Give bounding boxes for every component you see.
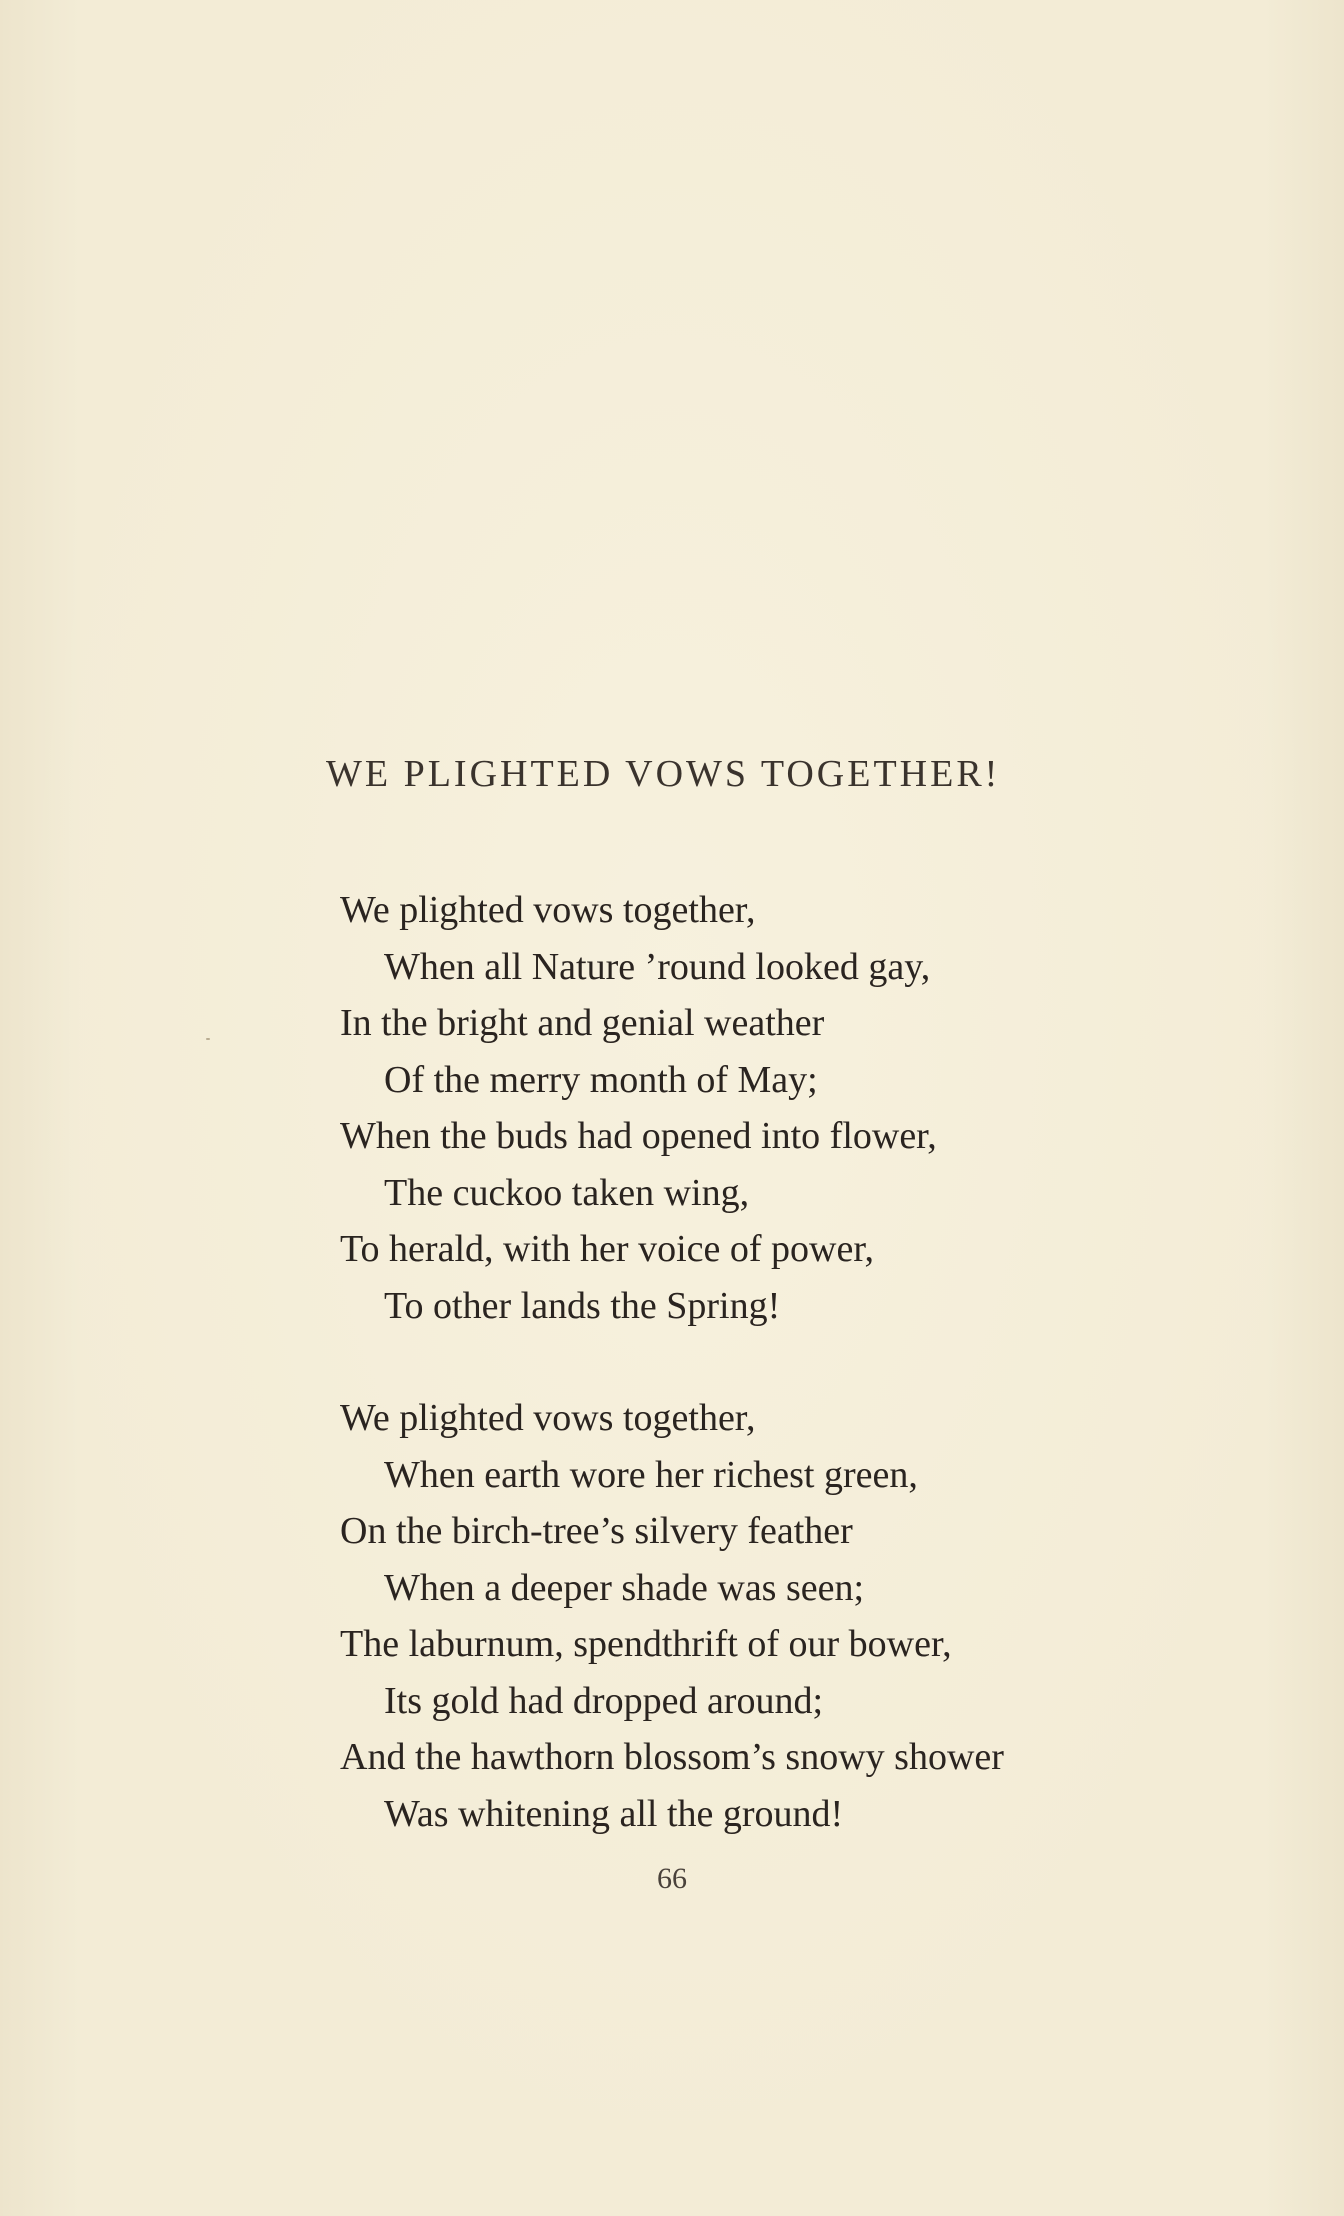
- poem-title: WE PLIGHTED VOWS TOGETHER!: [326, 753, 1001, 795]
- poem-line: In the bright and genial weather: [340, 1002, 825, 1044]
- poem-line: On the birch-tree’s silvery feather: [340, 1510, 853, 1552]
- poem-line: Its gold had dropped around;: [384, 1679, 824, 1722]
- poem-line: To other lands the Spring!: [384, 1284, 781, 1327]
- poem-line: We plighted vows together,: [340, 1397, 756, 1439]
- poem-line: Was whitening all the ground!: [384, 1792, 844, 1835]
- paper-speck: [206, 1038, 210, 1040]
- stanza-1: [340, 882, 937, 1334]
- poem-line: When the buds had opened into flower,: [340, 1115, 937, 1157]
- poem-line: We plighted vows together,: [340, 889, 756, 931]
- poem-line: The cuckoo taken wing,: [384, 1171, 750, 1214]
- stanza-2: [340, 1390, 1004, 1842]
- poem-line: When earth wore her richest green,: [384, 1453, 918, 1496]
- poem-line: When a deeper shade was seen;: [384, 1566, 865, 1609]
- poem-line: The laburnum, spendthrift of our bower,: [340, 1623, 952, 1665]
- poem-line: And the hawthorn blossom’s snowy shower: [340, 1736, 1004, 1778]
- poem-line: To herald, with her voice of power,: [340, 1228, 874, 1270]
- page-number: 66: [657, 1862, 687, 1895]
- poem-line: When all Nature ’round looked gay,: [384, 945, 931, 988]
- poem-line: Of the merry month of May;: [384, 1058, 818, 1101]
